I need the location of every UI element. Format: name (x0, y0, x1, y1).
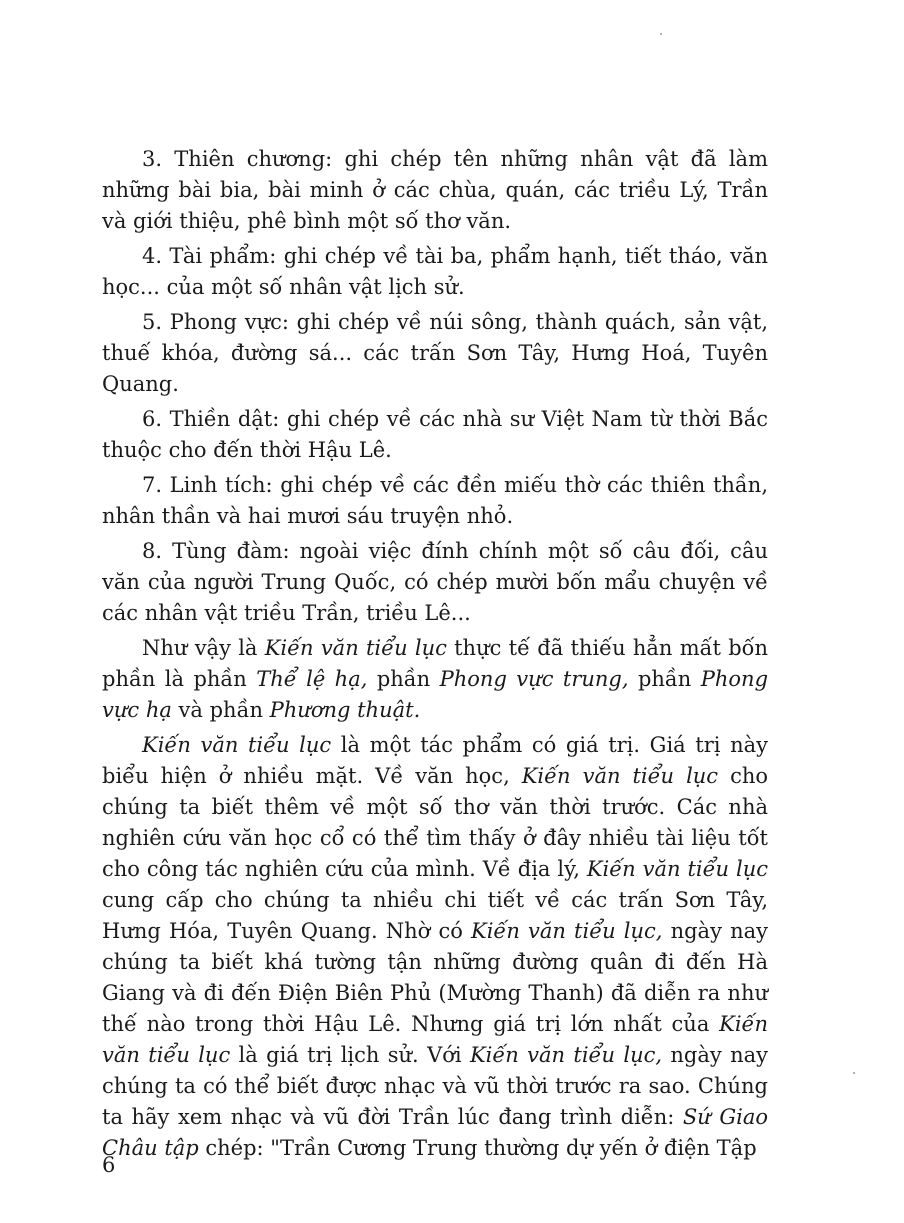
text-run: ngày nay chúng ta biết khá tường tận những đường quân đi đến Hà Giang và đi đến Điện Biên Phủ (Mường Thanh) đã diễn ra như thế nào trong thời Hậu Lê. Nhưng giá trị lớn nhất của (102, 919, 768, 1036)
italic-title: Kiến văn tiểu lục, (471, 919, 663, 943)
paragraph (102, 536, 768, 629)
paragraph (102, 730, 768, 1164)
italic-title: Sứ Giao Châu tập (102, 1105, 768, 1160)
paragraph (102, 470, 768, 532)
page-body (102, 144, 768, 1168)
text-run: là giá trị lịch sử. Với (230, 1043, 470, 1067)
italic-title: Phong vực hạ (102, 667, 769, 722)
paragraph (102, 144, 768, 237)
text-run: 5. Phong vực: ghi chép về núi sông, thành quách, sản vật, thuế khóa, đường sá... các trấn Sơn Tây, Hưng Hoá, Tuyên Quang. (102, 310, 768, 396)
page-number: 6 (102, 1153, 116, 1177)
italic-title: Kiến văn tiểu lục (264, 636, 447, 660)
paragraph (102, 404, 768, 466)
italic-title: Kiến văn tiểu lục (521, 764, 719, 788)
italic-title: Thể lệ hạ, (256, 667, 368, 691)
text-run: cho chúng ta biết thêm về một số thơ văn thời trước. Các nhà nghiên cứu văn học cổ có thể tìm thấy ở đây nhiều tài liệu tốt cho công tác nghiên cứu của mình. Về địa lý, (102, 764, 768, 881)
scan-speck (660, 33, 662, 35)
text-run: chép: "Trần Cương Trung thường dự yến ở điện Tập (198, 1136, 757, 1160)
text-run: phần (367, 667, 440, 691)
text-run: cung cấp cho chúng ta nhiều chi tiết về các trấn Sơn Tây, Hưng Hóa, Tuyên Quang. Nhờ có (102, 888, 768, 943)
italic-title: Kiến văn tiểu lục (102, 1012, 768, 1067)
text-run: phần (628, 667, 701, 691)
italic-title: Kiến văn tiểu lục, (469, 1043, 663, 1067)
text-run: 8. Tùng đàm: ngoài việc đính chính một số câu đối, câu văn của người Trung Quốc, có chép mười bốn mẩu chuyện về các nhân vật triều Trần, triều Lê... (102, 539, 768, 625)
text-run: 7. Linh tích: ghi chép về các đền miếu thờ các thiên thần, nhân thần và hai mươi sáu truyện nhỏ. (102, 473, 768, 528)
text-run: 3. Thiên chương: ghi chép tên những nhân vật đã làm những bài bia, bài minh ở các chùa, quán, các triều Lý, Trần và giới thiệu, phê bình một số thơ văn. (102, 147, 768, 233)
italic-title: Phương thuật. (269, 698, 421, 722)
scan-speck (853, 1072, 855, 1074)
paragraph (102, 241, 768, 303)
text-run: là một tác phẩm có giá trị. Giá trị này biểu hiện ở nhiều mặt. Về văn học, (102, 733, 768, 788)
text-run: thực tế đã thiếu hẳn mất bốn phần là phần (102, 636, 769, 691)
italic-title: Phong vực trung, (439, 667, 629, 691)
text-run: và phần (171, 698, 270, 722)
text-run: 6. Thiền dật: ghi chép về các nhà sư Việt Nam từ thời Bắc thuộc cho đến thời Hậu Lê. (102, 407, 768, 462)
paragraph (102, 307, 768, 400)
italic-title: Kiến văn tiểu lục (142, 733, 332, 757)
paragraph (102, 633, 768, 726)
text-run: 4. Tài phẩm: ghi chép về tài ba, phẩm hạnh, tiết tháo, văn học... của một số nhân vật lịch sử. (102, 244, 768, 299)
text-run: ngày nay chúng ta có thể biết được nhạc và vũ thời trước ra sao. Chúng ta hãy xem nhạc và vũ đời Trần lúc đang trình diễn: (102, 1043, 768, 1129)
text-run: Như vậy là (142, 636, 265, 660)
italic-title: Kiến văn tiểu lục (586, 857, 768, 881)
